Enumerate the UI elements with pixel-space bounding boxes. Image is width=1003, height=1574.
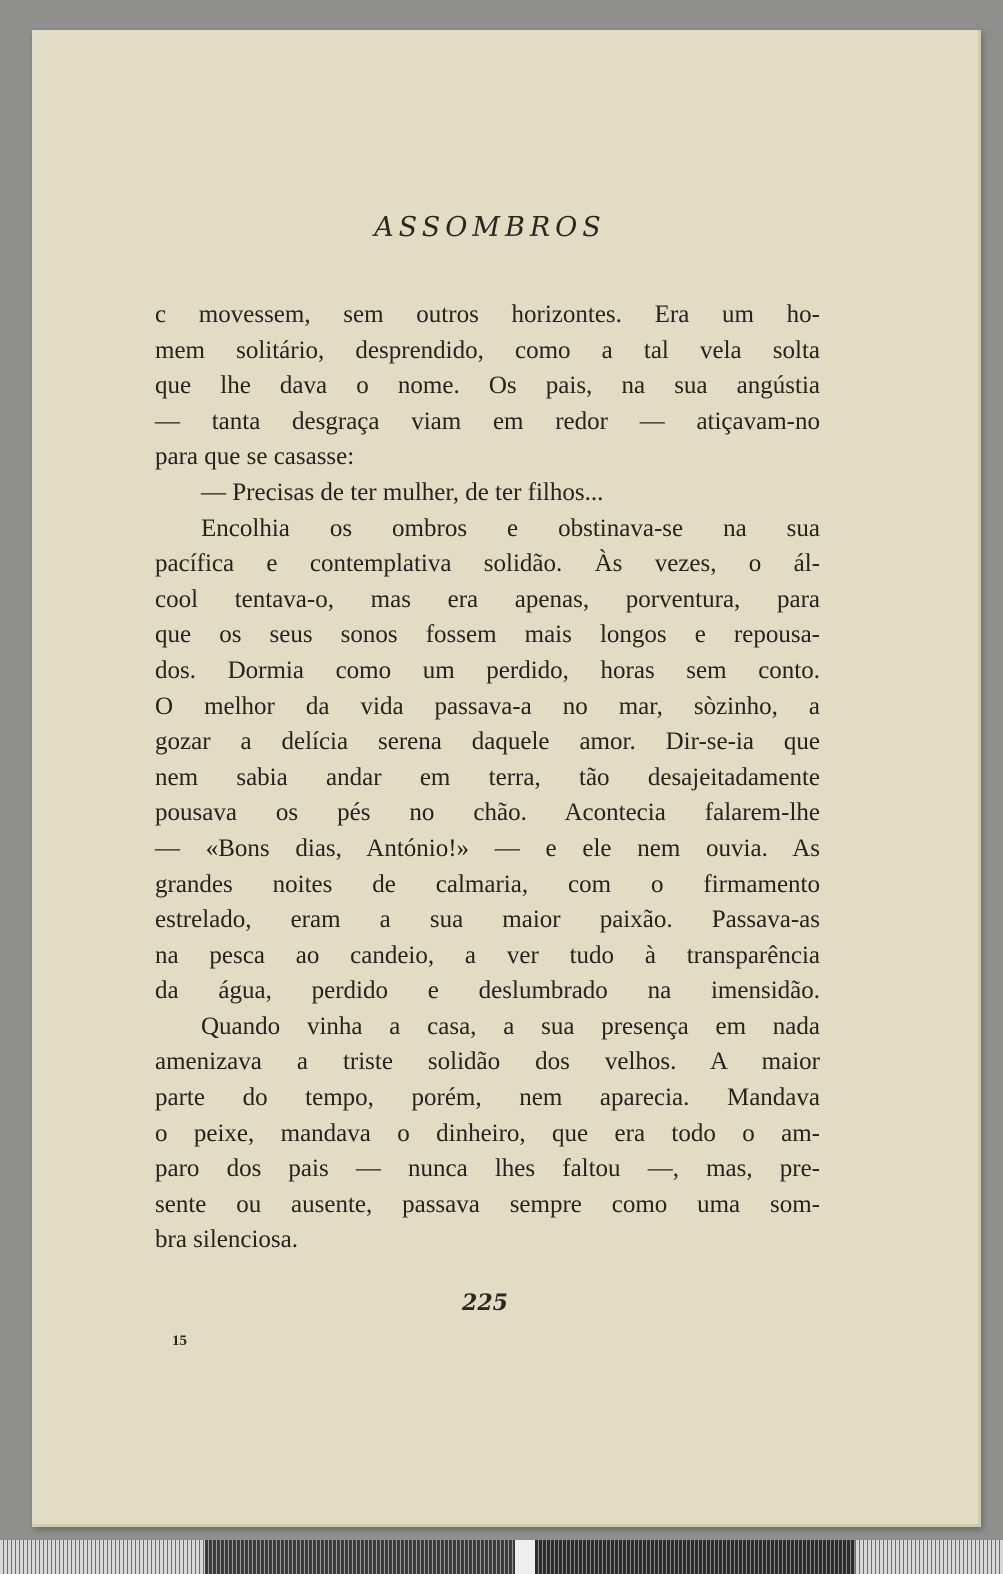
text-line: dos. Dormia como um perdido, horas sem conto. — [155, 656, 820, 684]
text-line: — «Bons dias, António!» — e ele nem ouvia. As — [155, 834, 820, 862]
text-line: grandes noites de calmaria, com o firmamento — [155, 870, 820, 898]
scan-ruler — [0, 1540, 1003, 1574]
body-text — [155, 297, 820, 1258]
text-line: na pesca ao candeio, a ver tudo à transparência — [155, 941, 820, 969]
text-line: c movessem, sem outros horizontes. Era um ho- — [155, 301, 820, 328]
text-line: — tanta desgraça viam em redor — atiçavam-no — [155, 407, 820, 435]
ruler-light-segment — [515, 1540, 535, 1574]
text-line: que lhe dava o nome. Os pais, na sua angústia — [155, 372, 820, 400]
text-line: da água, perdido e deslumbrado na imensidão. — [155, 977, 820, 1005]
text-line: Encolhia os ombros e obstinava-se na sua — [201, 514, 820, 542]
ruler-dark-segment — [205, 1540, 515, 1574]
text-line: sente ou ausente, passava sempre como uma som- — [155, 1190, 820, 1218]
text-line: mem solitário, desprendido, como a tal vela solta — [155, 336, 820, 364]
text-line: pousava os pés no chão. Acontecia falarem-lhe — [155, 799, 820, 827]
text-line: estrelado, eram a sua maior paixão. Passava-as — [155, 906, 820, 934]
text-line: pacífica e contemplativa solidão. Às vezes, o ál- — [155, 550, 820, 578]
text-line: gozar a delícia serena daquele amor. Dir-se-ia que — [155, 728, 820, 756]
text-line: bra silenciosa. — [155, 1226, 299, 1254]
text-line: amenizava a triste solidão dos velhos. A maior — [155, 1048, 820, 1076]
text-line: para que se casasse: — [155, 443, 355, 471]
text-line: — Precisas de ter mulher, de ter filhos... — [201, 478, 604, 506]
running-head: ASSOMBROS — [374, 212, 606, 243]
text-line: cool tentava-o, mas era apenas, porventura, para — [155, 585, 820, 613]
signature-mark: 15 — [172, 1333, 187, 1349]
text-line: Quando vinha a casa, a sua presença em nada — [201, 1012, 820, 1040]
ruler-dark-segment — [535, 1540, 855, 1574]
page-number: 225 — [462, 1290, 508, 1316]
text-line: parte do tempo, porém, nem aparecia. Mandava — [155, 1084, 820, 1112]
text-line: o peixe, mandava o dinheiro, que era todo o am- — [155, 1119, 820, 1147]
text-line: O melhor da vida passava-a no mar, sòzinho, a — [155, 692, 820, 720]
text-line: paro dos pais — nunca lhes faltou —, mas, pre- — [155, 1155, 820, 1183]
text-line: nem sabia andar em terra, tão desajeitadamente — [155, 763, 820, 791]
text-line: que os seus sonos fossem mais longos e repousa- — [155, 621, 820, 649]
